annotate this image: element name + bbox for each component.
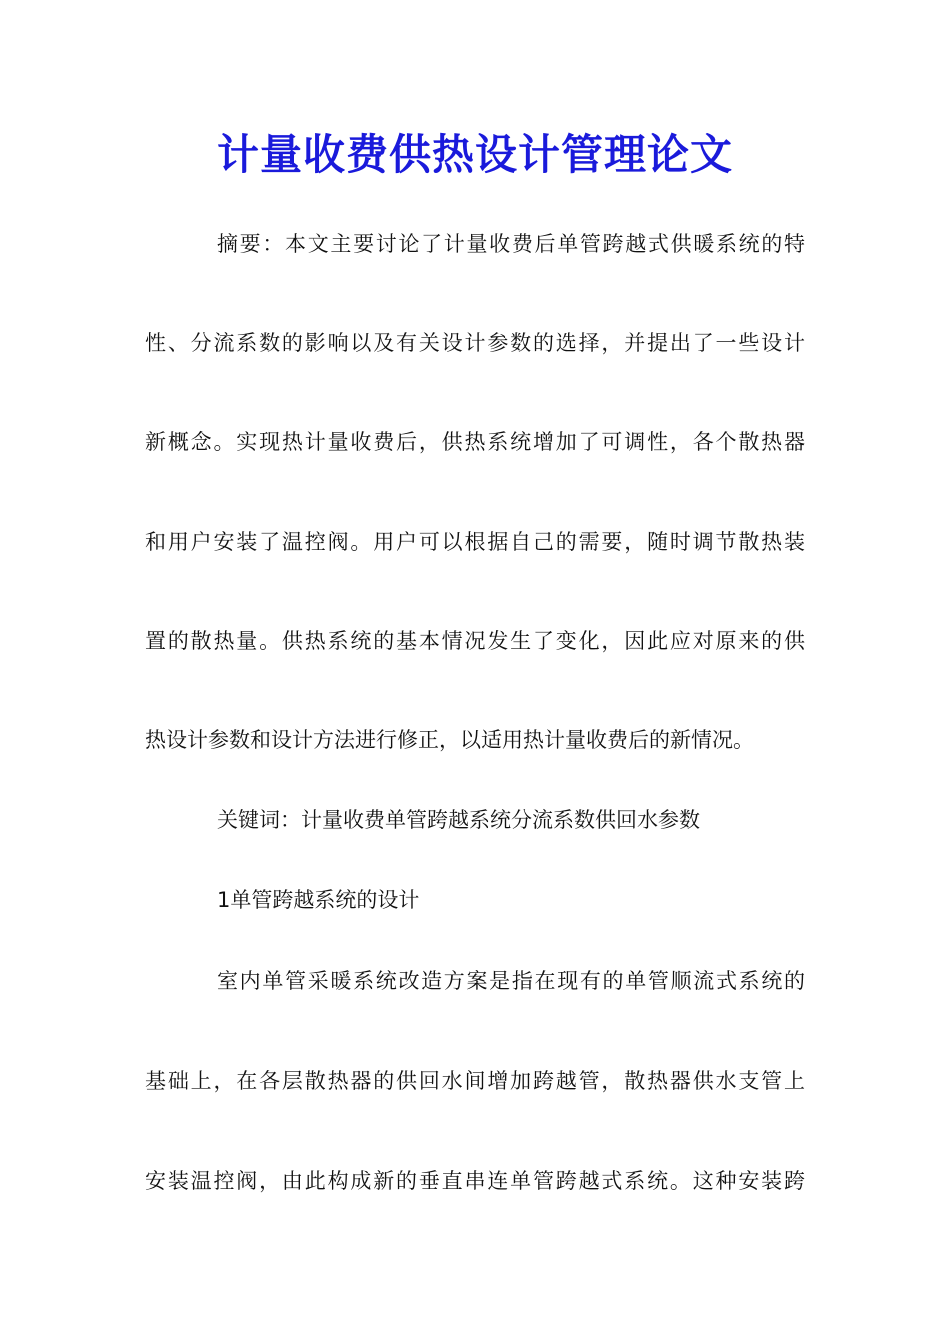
abstract-line-4: 和用户安装了温控阀。用户可以根据自己的需要，随时调节散热装 xyxy=(145,530,805,554)
abstract-line-5: 置的散热量。供热系统的基本情况发生了变化，因此应对原来的供 xyxy=(145,629,805,653)
abstract-line-2: 性、分流系数的影响以及有关设计参数的选择，并提出了一些设计 xyxy=(145,331,805,355)
section-heading: 1单管跨越系统的设计 xyxy=(217,888,420,912)
abstract-line-3: 新概念。实现热计量收费后，供热系统增加了可调性，各个散热器 xyxy=(145,430,805,454)
keywords-line: 关键词：计量收费单管跨越系统分流系数供回水参数 xyxy=(217,808,700,832)
body-line-3: 安装温控阀，由此构成新的垂直串连单管跨越式系统。这种安装跨 xyxy=(145,1169,805,1193)
abstract-line-6: 热设计参数和设计方法进行修正，以适用热计量收费后的新情况。 xyxy=(145,728,754,752)
abstract-line-1: 摘要：本文主要讨论了计量收费后单管跨越式供暖系统的特 xyxy=(217,232,805,256)
document-title: 计量收费供热设计管理论文 xyxy=(216,130,733,179)
body-line-1: 室内单管采暖系统改造方案是指在现有的单管顺流式系统的 xyxy=(217,969,805,993)
body-line-2: 基础上，在各层散热器的供回水间增加跨越管，散热器供水支管上 xyxy=(145,1069,805,1093)
